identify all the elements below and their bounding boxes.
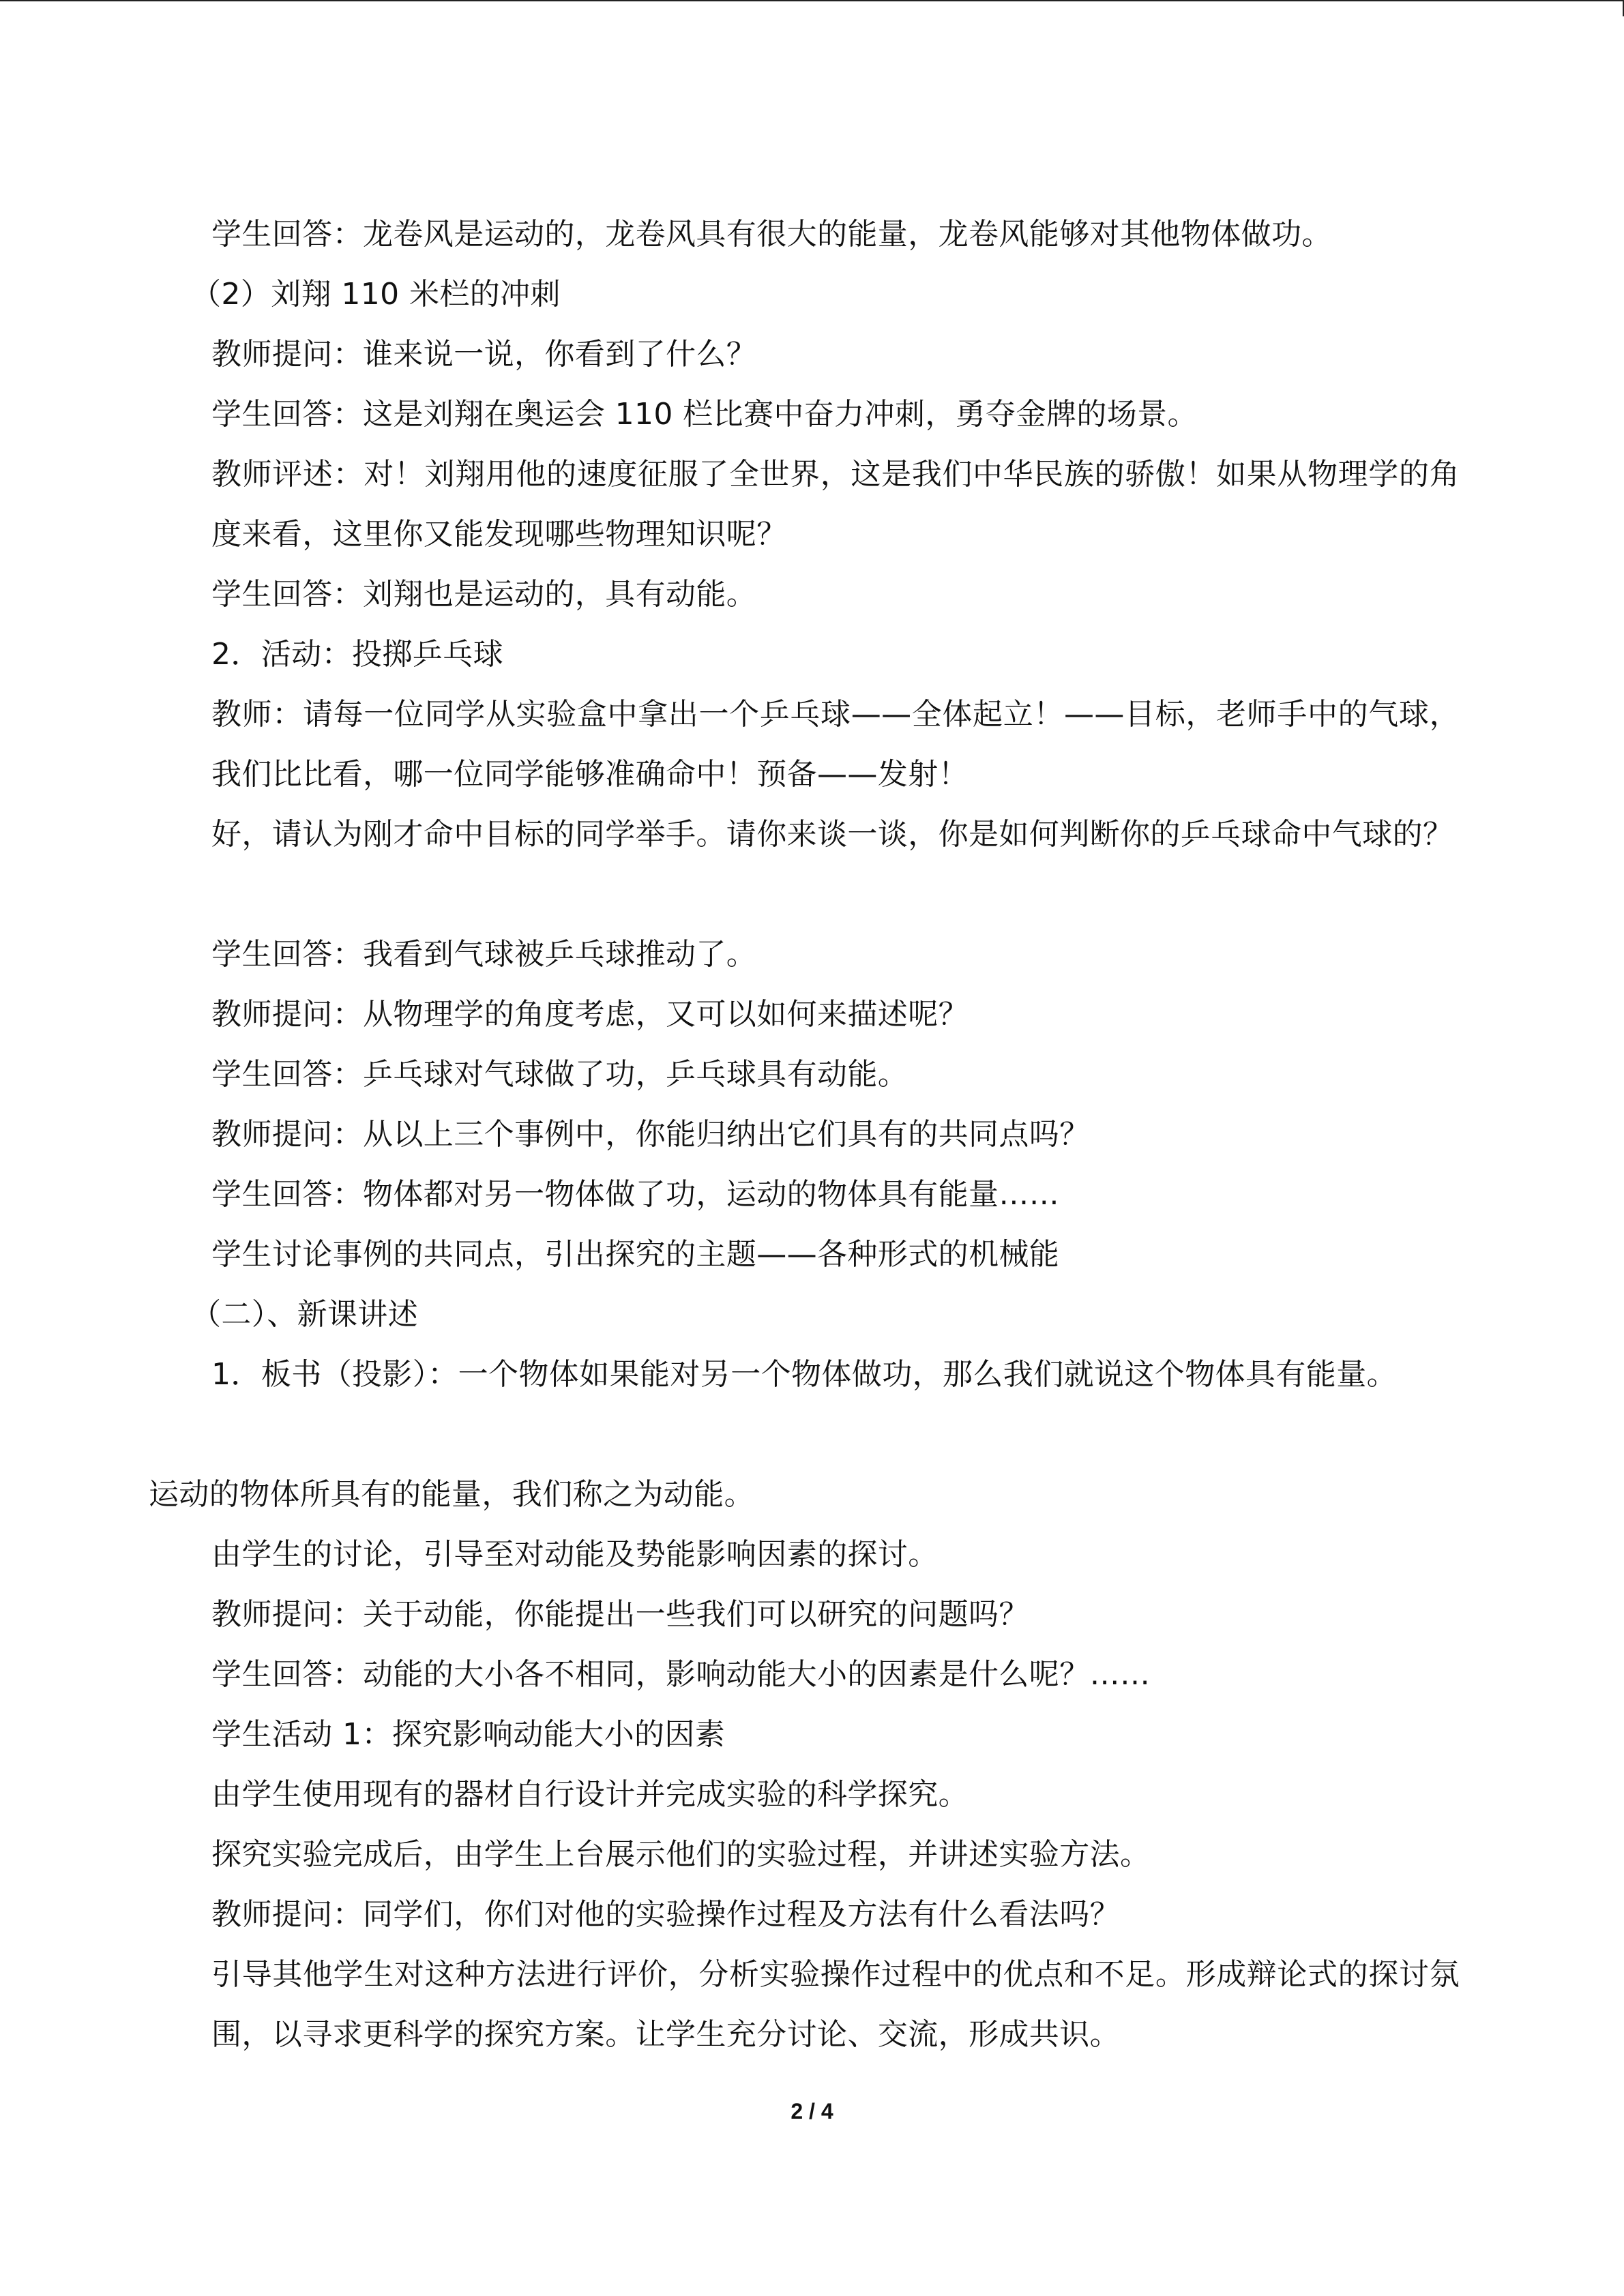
paragraph: 学生讨论事例的共同点，引出探究的主题——各种形式的机械能 [211, 1237, 1060, 1272]
paragraph: 教师提问：从以上三个事例中，你能归纳出它们具有的共同点吗？ [211, 1117, 1090, 1152]
paragraph: 引导其他学生对这种方法进行评价，分析实验操作过程中的优点和不足。形成辩论式的探讨氛围，以寻求更科学的探究方案。让学生充分讨论、交流，形成共识。 [211, 1957, 1460, 2052]
paragraph: 学生回答：龙卷风是运动的，龙卷风具有很大的能量，龙卷风能够对其他物体做功。 [211, 217, 1332, 252]
paragraph: 探究实验完成后，由学生上台展示他们的实验过程，并讲述实验方法。 [211, 1837, 1151, 1872]
paragraph: 学生回答：这是刘翔在奥运会 110 栏比赛中奋力冲刺，勇夺金牌的场景。 [211, 397, 1198, 432]
paragraph: 学生回答：乒乓球对气球做了功，乒乓球具有动能。 [211, 1057, 909, 1092]
paragraph: 教师提问：谁来说一说，你看到了什么？ [211, 337, 757, 372]
section-heading: （2）刘翔 110 米栏的冲刺 [191, 277, 561, 312]
paragraph: 学生回答：物体都对另一物体做了功，运动的物体具有能量…… [211, 1177, 1060, 1212]
section-heading: 2．活动：投掷乒乓球 [211, 637, 503, 672]
paragraph: 由学生的讨论，引导至对动能及势能影响因素的探讨。 [211, 1537, 939, 1572]
paragraph: 教师评述：对！刘翔用他的速度征服了全世界，这是我们中华民族的骄傲！如果从物理学的角度来看，这里你又能发现哪些物理知识呢？ [211, 457, 1460, 552]
section-heading: （二）、新课讲述 [191, 1297, 419, 1332]
paragraph: 由学生使用现有的器材自行设计并完成实验的科学探究。 [211, 1777, 969, 1812]
page-number: 2 / 4 [791, 2099, 833, 2123]
paragraph: 运动的物体所具有的能量，我们称之为动能。 [149, 1477, 754, 1512]
paragraph: 学生回答：刘翔也是运动的，具有动能。 [211, 577, 757, 612]
paragraph: 教师：请每一位同学从实验盒中拿出一个乒乓球——全体起立！——目标，老师手中的气球，我们比比看，哪一位同学能够准确命中！预备——发射！ [211, 697, 1460, 792]
paragraph: 好，请认为刚才命中目标的同学举手。请你来谈一谈，你是如何判断你的乒乓球命中气球的？ [211, 817, 1453, 852]
paragraph: 1．板书（投影）：一个物体如果能对另一个物体做功，那么我们就说这个物体具有能量。 [211, 1357, 1397, 1392]
page-top-border [0, 0, 1623, 1]
paragraph: 教师提问：从物理学的角度考虑，又可以如何来描述呢？ [211, 997, 969, 1032]
paragraph: 学生活动 1：探究影响动能大小的因素 [211, 1717, 726, 1752]
paragraph: 学生回答：动能的大小各不相同，影响动能大小的因素是什么呢？…… [211, 1657, 1151, 1692]
paragraph: 学生回答：我看到气球被乒乓球推动了。 [211, 937, 757, 972]
paragraph: 教师提问：同学们，你们对他的实验操作过程及方法有什么看法吗？ [211, 1897, 1120, 1932]
paragraph: 教师提问：关于动能，你能提出一些我们可以研究的问题吗？ [211, 1597, 1029, 1632]
